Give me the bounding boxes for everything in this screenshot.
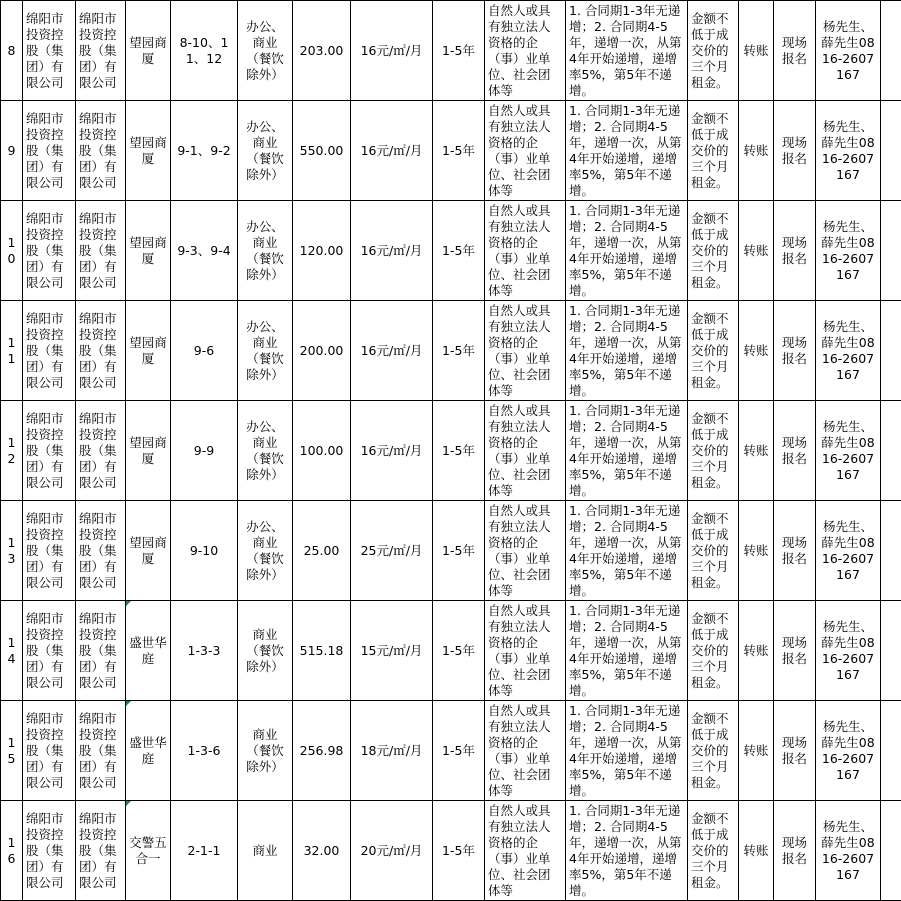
registration-cell[interactable]: 现场报名 (774, 601, 816, 701)
area-cell[interactable]: 120.00 (293, 201, 351, 301)
use-cell[interactable]: 商业（餐饮除外） (238, 701, 293, 801)
registration-cell[interactable]: 现场报名 (774, 101, 816, 201)
price-cell[interactable]: 16元/㎡/月 (351, 201, 433, 301)
unit-cell[interactable]: 9-9 (171, 401, 238, 501)
qualification-cell[interactable]: 自然人或具有独立法人资格的企（事）业单位、社会团体等 (485, 501, 566, 601)
building-cell[interactable]: 望园商厦 (126, 401, 171, 501)
unit-cell[interactable]: 1-3-6 (171, 701, 238, 801)
row-number[interactable]: 11 (1, 301, 23, 401)
qualification-cell[interactable]: 自然人或具有独立法人资格的企（事）业单位、社会团体等 (485, 401, 566, 501)
empty-cell[interactable] (881, 501, 901, 601)
row-number[interactable]: 12 (1, 401, 23, 501)
deposit-cell[interactable]: 金额不低于成交价的三个月租金。 (688, 101, 739, 201)
empty-cell[interactable] (881, 201, 901, 301)
owner-cell[interactable]: 绵阳市投资控股（集团）有限公司 (23, 701, 76, 801)
term-cell[interactable]: 1-5年 (433, 601, 485, 701)
unit-cell[interactable]: 8-10、11、12 (171, 1, 238, 101)
use-cell[interactable]: 商业 (238, 801, 293, 901)
payment-cell[interactable]: 转账 (739, 801, 774, 901)
use-cell[interactable]: 办公、商业（餐饮除外） (238, 1, 293, 101)
holder-cell[interactable]: 绵阳市投资控股（集团）有限公司 (76, 701, 126, 801)
area-cell[interactable]: 550.00 (293, 101, 351, 201)
deposit-cell[interactable]: 金额不低于成交价的三个月租金。 (688, 401, 739, 501)
deposit-cell[interactable]: 金额不低于成交价的三个月租金。 (688, 801, 739, 901)
building-cell[interactable]: 望园商厦 (126, 201, 171, 301)
term-cell[interactable]: 1-5年 (433, 401, 485, 501)
building-cell[interactable]: 望园商厦 (126, 301, 171, 401)
unit-cell[interactable]: 2-1-1 (171, 801, 238, 901)
payment-cell[interactable]: 转账 (739, 201, 774, 301)
building-cell[interactable]: 望园商厦 (126, 501, 171, 601)
row-number[interactable]: 13 (1, 501, 23, 601)
price-cell[interactable]: 18元/㎡/月 (351, 701, 433, 801)
area-cell[interactable]: 25.00 (293, 501, 351, 601)
holder-cell[interactable]: 绵阳市投资控股（集团）有限公司 (76, 501, 126, 601)
unit-cell[interactable]: 9-6 (171, 301, 238, 401)
empty-cell[interactable] (881, 701, 901, 801)
price-cell[interactable]: 16元/㎡/月 (351, 1, 433, 101)
payment-cell[interactable]: 转账 (739, 501, 774, 601)
table-row (1, 101, 901, 201)
qualification-cell[interactable]: 自然人或具有独立法人资格的企（事）业单位、社会团体等 (485, 201, 566, 301)
term-cell[interactable]: 1-5年 (433, 701, 485, 801)
row-number[interactable]: 15 (1, 701, 23, 801)
use-cell[interactable]: 办公、商业（餐饮除外） (238, 301, 293, 401)
owner-cell[interactable]: 绵阳市投资控股（集团）有限公司 (23, 201, 76, 301)
table-row (1, 301, 901, 401)
empty-cell[interactable] (881, 101, 901, 201)
empty-cell[interactable] (881, 301, 901, 401)
payment-cell[interactable]: 转账 (739, 301, 774, 401)
use-cell[interactable]: 商业（餐饮除外） (238, 601, 293, 701)
registration-cell[interactable]: 现场报名 (774, 201, 816, 301)
row-number[interactable]: 9 (1, 101, 23, 201)
empty-cell[interactable] (881, 1, 901, 101)
contact-cell[interactable]: 杨先生、薛先生0816-2607167 (816, 501, 881, 601)
escalation-cell[interactable]: 1. 合同期1-3年无递增；2. 合同期4-5年，递增一次，从第4年开始递增，递增率5%，第5年不递增。 (566, 601, 688, 701)
deposit-cell[interactable]: 金额不低于成交价的三个月租金。 (688, 1, 739, 101)
use-cell[interactable]: 办公、商业（餐饮除外） (238, 101, 293, 201)
qualification-cell[interactable]: 自然人或具有独立法人资格的企（事）业单位、社会团体等 (485, 301, 566, 401)
registration-cell[interactable]: 现场报名 (774, 501, 816, 601)
qualification-cell[interactable]: 自然人或具有独立法人资格的企（事）业单位、社会团体等 (485, 701, 566, 801)
registration-cell[interactable]: 现场报名 (774, 801, 816, 901)
registration-cell[interactable]: 现场报名 (774, 301, 816, 401)
holder-cell[interactable]: 绵阳市投资控股（集团）有限公司 (76, 401, 126, 501)
payment-cell[interactable]: 转账 (739, 101, 774, 201)
owner-cell[interactable]: 绵阳市投资控股（集团）有限公司 (23, 301, 76, 401)
building-cell[interactable]: 盛世华庭 (126, 701, 171, 801)
row-number[interactable]: 16 (1, 801, 23, 901)
contact-cell[interactable]: 杨先生、薛先生0816-2607167 (816, 401, 881, 501)
holder-cell[interactable]: 绵阳市投资控股（集团）有限公司 (76, 601, 126, 701)
contact-cell[interactable]: 杨先生、薛先生0816-2607167 (816, 101, 881, 201)
contact-cell[interactable]: 杨先生、薛先生0816-2607167 (816, 601, 881, 701)
owner-cell[interactable]: 绵阳市投资控股（集团）有限公司 (23, 801, 76, 901)
escalation-cell[interactable]: 1. 合同期1-3年无递增；2. 合同期4-5年，递增一次，从第4年开始递增，递增率5%，第5年不递增。 (566, 701, 688, 801)
area-cell[interactable]: 100.00 (293, 401, 351, 501)
qualification-cell[interactable]: 自然人或具有独立法人资格的企（事）业单位、社会团体等 (485, 801, 566, 901)
empty-cell[interactable] (881, 401, 901, 501)
unit-cell[interactable]: 9-3、9-4 (171, 201, 238, 301)
unit-cell[interactable]: 9-10 (171, 501, 238, 601)
area-cell[interactable]: 32.00 (293, 801, 351, 901)
empty-cell[interactable] (881, 601, 901, 701)
holder-cell[interactable]: 绵阳市投资控股（集团）有限公司 (76, 301, 126, 401)
escalation-cell[interactable]: 1. 合同期1-3年无递增；2. 合同期4-5年，递增一次，从第4年开始递增，递增率5%，第5年不递增。 (566, 1, 688, 101)
owner-cell[interactable]: 绵阳市投资控股（集团）有限公司 (23, 501, 76, 601)
deposit-cell[interactable]: 金额不低于成交价的三个月租金。 (688, 201, 739, 301)
registration-cell[interactable]: 现场报名 (774, 1, 816, 101)
row-number[interactable]: 10 (1, 201, 23, 301)
table-row (1, 401, 901, 501)
escalation-cell[interactable]: 1. 合同期1-3年无递增；2. 合同期4-5年，递增一次，从第4年开始递增，递增率5%，第5年不递增。 (566, 201, 688, 301)
price-cell[interactable]: 20元/㎡/月 (351, 801, 433, 901)
contact-cell[interactable]: 杨先生、薛先生0816-2607167 (816, 301, 881, 401)
table-row (1, 601, 901, 701)
term-cell[interactable]: 1-5年 (433, 101, 485, 201)
owner-cell[interactable]: 绵阳市投资控股（集团）有限公司 (23, 601, 76, 701)
escalation-cell[interactable]: 1. 合同期1-3年无递增；2. 合同期4-5年，递增一次，从第4年开始递增，递增率5%，第5年不递增。 (566, 501, 688, 601)
unit-cell[interactable]: 9-1、9-2 (171, 101, 238, 201)
qualification-cell[interactable]: 自然人或具有独立法人资格的企（事）业单位、社会团体等 (485, 101, 566, 201)
payment-cell[interactable]: 转账 (739, 1, 774, 101)
price-cell[interactable]: 16元/㎡/月 (351, 101, 433, 201)
escalation-cell[interactable]: 1. 合同期1-3年无递增；2. 合同期4-5年，递增一次，从第4年开始递增，递增率5%，第5年不递增。 (566, 301, 688, 401)
owner-cell[interactable]: 绵阳市投资控股（集团）有限公司 (23, 1, 76, 101)
payment-cell[interactable]: 转账 (739, 701, 774, 801)
building-cell[interactable]: 交警五合一 (126, 801, 171, 901)
term-cell[interactable]: 1-5年 (433, 801, 485, 901)
use-cell[interactable]: 办公、商业（餐饮除外） (238, 501, 293, 601)
registration-cell[interactable]: 现场报名 (774, 701, 816, 801)
price-cell[interactable]: 16元/㎡/月 (351, 401, 433, 501)
area-cell[interactable]: 200.00 (293, 301, 351, 401)
holder-cell[interactable]: 绵阳市投资控股（集团）有限公司 (76, 101, 126, 201)
use-cell[interactable]: 办公、商业（餐饮除外） (238, 201, 293, 301)
contact-cell[interactable]: 杨先生、薛先生0816-2607167 (816, 801, 881, 901)
holder-cell[interactable]: 绵阳市投资控股（集团）有限公司 (76, 801, 126, 901)
payment-cell[interactable]: 转账 (739, 401, 774, 501)
term-cell[interactable]: 1-5年 (433, 301, 485, 401)
term-cell[interactable]: 1-5年 (433, 1, 485, 101)
qualification-cell[interactable]: 自然人或具有独立法人资格的企（事）业单位、社会团体等 (485, 1, 566, 101)
table-row (1, 501, 901, 601)
table-row (1, 1, 901, 101)
price-cell[interactable]: 15元/㎡/月 (351, 601, 433, 701)
area-cell[interactable]: 515.18 (293, 601, 351, 701)
escalation-cell[interactable]: 1. 合同期1-3年无递增；2. 合同期4-5年，递增一次，从第4年开始递增，递增率5%，第5年不递增。 (566, 801, 688, 901)
payment-cell[interactable]: 转账 (739, 601, 774, 701)
table-row (1, 701, 901, 801)
building-cell[interactable]: 望园商厦 (126, 1, 171, 101)
deposit-cell[interactable]: 金额不低于成交价的三个月租金。 (688, 501, 739, 601)
price-cell[interactable]: 25元/㎡/月 (351, 501, 433, 601)
escalation-cell[interactable]: 1. 合同期1-3年无递增；2. 合同期4-5年，递增一次，从第4年开始递增，递增率5%，第5年不递增。 (566, 401, 688, 501)
deposit-cell[interactable]: 金额不低于成交价的三个月租金。 (688, 701, 739, 801)
price-cell[interactable]: 16元/㎡/月 (351, 301, 433, 401)
owner-cell[interactable]: 绵阳市投资控股（集团）有限公司 (23, 101, 76, 201)
contact-cell[interactable]: 杨先生、薛先生0816-2607167 (816, 1, 881, 101)
term-cell[interactable]: 1-5年 (433, 501, 485, 601)
holder-cell[interactable]: 绵阳市投资控股（集团）有限公司 (76, 1, 126, 101)
contact-cell[interactable]: 杨先生、薛先生0816-2607167 (816, 701, 881, 801)
owner-cell[interactable]: 绵阳市投资控股（集团）有限公司 (23, 401, 76, 501)
row-number[interactable]: 8 (1, 1, 23, 101)
escalation-cell[interactable]: 1. 合同期1-3年无递增；2. 合同期4-5年，递增一次，从第4年开始递增，递增率5%，第5年不递增。 (566, 101, 688, 201)
area-cell[interactable]: 203.00 (293, 1, 351, 101)
contact-cell[interactable]: 杨先生、薛先生0816-2607167 (816, 201, 881, 301)
table-row (1, 801, 901, 901)
deposit-cell[interactable]: 金额不低于成交价的三个月租金。 (688, 601, 739, 701)
qualification-cell[interactable]: 自然人或具有独立法人资格的企（事）业单位、社会团体等 (485, 601, 566, 701)
building-cell[interactable]: 盛世华庭 (126, 601, 171, 701)
table-row (1, 201, 901, 301)
term-cell[interactable]: 1-5年 (433, 201, 485, 301)
building-cell[interactable]: 望园商厦 (126, 101, 171, 201)
area-cell[interactable]: 256.98 (293, 701, 351, 801)
use-cell[interactable]: 办公、商业（餐饮除外） (238, 401, 293, 501)
unit-cell[interactable]: 1-3-3 (171, 601, 238, 701)
deposit-cell[interactable]: 金额不低于成交价的三个月租金。 (688, 301, 739, 401)
empty-cell[interactable] (881, 801, 901, 901)
holder-cell[interactable]: 绵阳市投资控股（集团）有限公司 (76, 201, 126, 301)
registration-cell[interactable]: 现场报名 (774, 401, 816, 501)
row-number[interactable]: 14 (1, 601, 23, 701)
